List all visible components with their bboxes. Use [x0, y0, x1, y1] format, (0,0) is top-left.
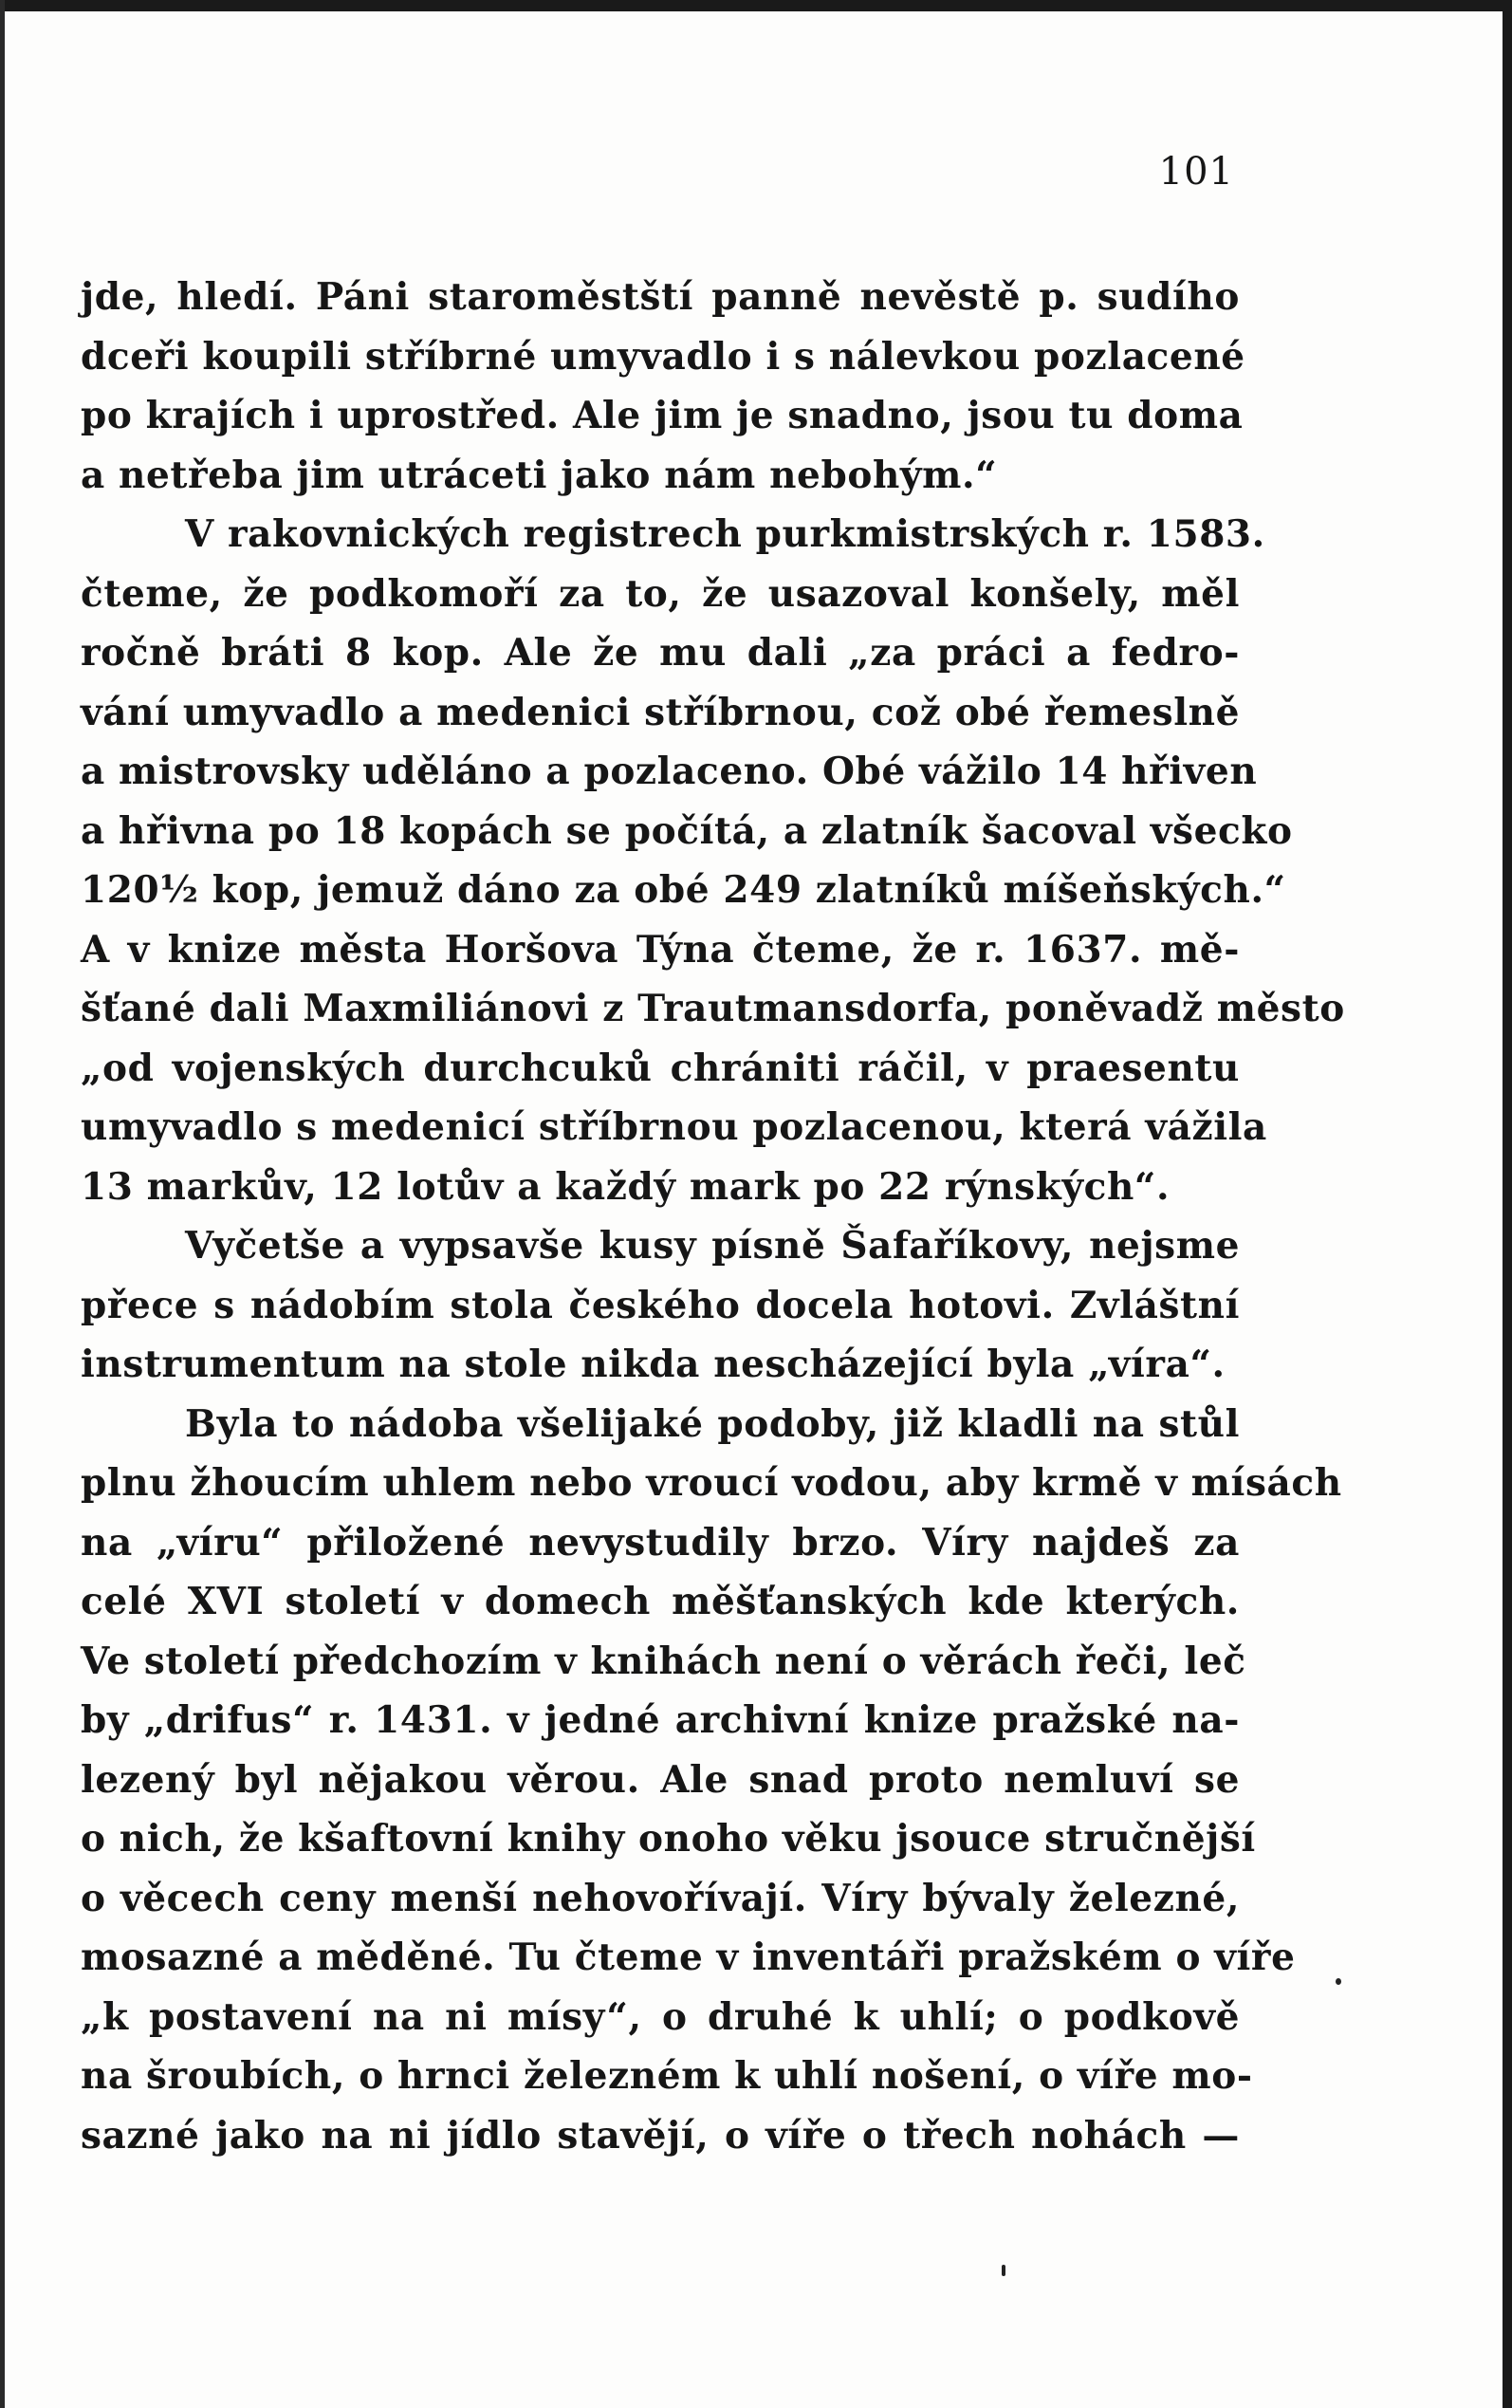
text-line: dceři koupili stříbrné umyvadlo i s nálevkou pozlacené — [81, 334, 1245, 379]
text-line: o věcech ceny menší nehovořívají. Víry bývaly železné, — [81, 1876, 1240, 1920]
text-line: plnu žhoucím uhlem nebo vroucí vodou, aby krmě v mísách — [81, 1461, 1342, 1505]
text-line: po krajích i uprostřed. Ale jim je snadno, jsou tu doma — [81, 394, 1244, 437]
text-line: A v knize města Horšova Týna čteme, že r. 1637. mě- — [81, 927, 1240, 972]
text-line: „k postavení na ni mísy“, o druhé k uhlí; o podkově — [81, 1994, 1240, 2039]
text-line: by „drifus“ r. 1431. v jedné archivní knize pražské na- — [81, 1698, 1240, 1742]
text-line: sazné jako na ni jídlo stavějí, o víře o třech nohách — — [81, 2113, 1240, 2158]
text-line: vání umyvadlo a medenici stříbrnou, což obé řemeslně — [81, 690, 1240, 734]
text-line: na šroubích, o hrnci železném k uhlí nošení, o víře mo- — [81, 2054, 1253, 2098]
text-line: Byla to nádoba všelijaké podoby, již kladli na stůl — [185, 1401, 1240, 1446]
text-line: šťané dali Maxmiliánovi z Trautmansdorfa, poněvadž město — [81, 987, 1345, 1030]
text-line: Ve století předchozím v knihách není o věrách řeči, leč — [81, 1639, 1246, 1683]
text-line: instrumentum na stole nikda nescházející byla „víra“. — [81, 1343, 1226, 1386]
text-line: mosazné a měděné. Tu čteme v inventáři pražském o víře — [81, 1936, 1296, 1979]
text-line: a netřeba jim utráceti jako nám nebohým.“ — [81, 453, 998, 497]
text-line: ročně bráti 8 kop. Ale že mu dali „za práci a fedro- — [81, 631, 1240, 675]
text-line: o nich, že kšaftovní knihy onoho věku jsouce stručnější — [81, 1817, 1256, 1861]
text-line: celé XVI století v domech měšťanských kde kterých. — [81, 1580, 1240, 1623]
text-line: V rakovnických registrech purkmistrských r. 1583. — [185, 512, 1265, 556]
scan-edge-left — [0, 0, 5, 2408]
text-line: 13 markův, 12 lotův a každý mark po 22 rýnských“. — [81, 1164, 1171, 1209]
text-line: jde, hledí. Páni staroměstští panně nevěstě p. sudího — [81, 275, 1240, 319]
body-text — [81, 268, 1345, 2165]
text-line: umyvadlo s medenicí stříbrnou pozlacenou, která vážila — [81, 1105, 1267, 1149]
text-line: a mistrovsky uděláno a pozlaceno. Obé vážilo 14 hřiven — [81, 750, 1258, 793]
text-line: 120½ kop, jemuž dáno za obé 249 zlatníků míšeňských.“ — [81, 868, 1286, 912]
text-line: lezený byl nějakou věrou. Ale snad proto nemluví se — [81, 1757, 1240, 1802]
scan-speck — [1002, 2265, 1005, 2276]
scan-edge-right — [1503, 0, 1512, 2408]
text-line: na „víru“ přiložené nevystudily brzo. Víry najdeš za — [81, 1520, 1240, 1565]
text-line: a hřivna po 18 kopách se počítá, a zlatník šacoval všecko — [81, 808, 1293, 853]
text-line: přece s nádobím stola českého docela hotovi. Zvláštní — [81, 1283, 1240, 1327]
scan-edge-top — [0, 0, 1512, 11]
scan-speck — [1336, 1978, 1341, 1985]
text-line: čteme, že podkomoří za to, že usazoval konšely, měl — [81, 571, 1240, 616]
page-number: 101 — [1158, 150, 1234, 194]
text-line: Vyčetše a vypsavše kusy písně Šafaříkovy, nejsme — [185, 1224, 1240, 1268]
text-line: „od vojenských durchcuků chrániti ráčil, v praesentu — [81, 1046, 1240, 1090]
